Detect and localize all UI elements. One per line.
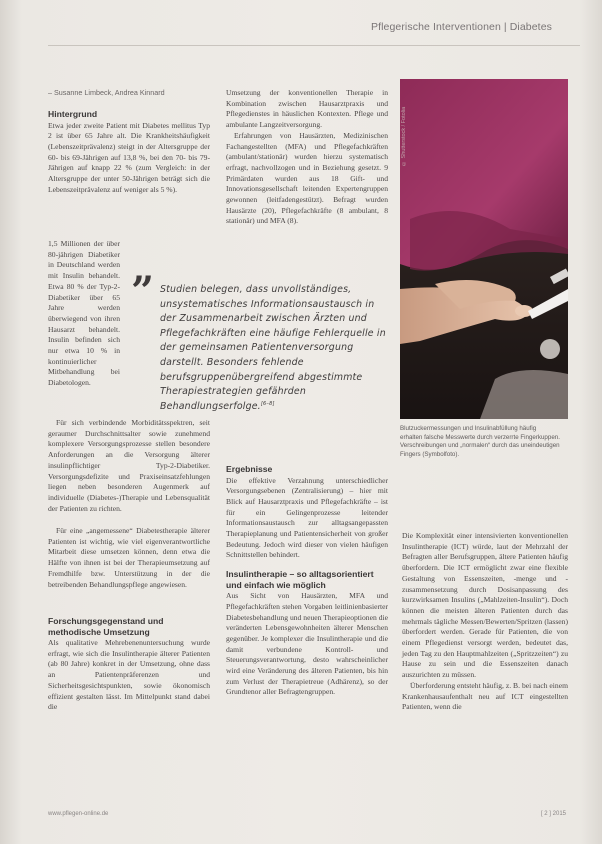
running-head-separator: | xyxy=(503,21,507,33)
column-3 xyxy=(402,531,568,713)
photo-credit: © Shutterstock / Fotolia xyxy=(401,106,407,166)
paragraph: Als qualitative Mehrebenenuntersuchung wurde erfragt, wie sich die Insulintherapie älterer Patienten (ab 80 Jahre) konkret in der Umsetzung, ohne dass an Patientenpräferenzen und Sicherheitsgesichtspunkten, sowie ökonomisch effizient gestalten lässt. Im Mittelpunkt stand dabei die xyxy=(48,638,210,712)
running-head-section: Pflegerische Interventionen xyxy=(370,21,501,33)
column-1-lower xyxy=(48,418,210,758)
article-photo xyxy=(400,79,568,419)
paragraph: Erfahrungen von Hausärzten, Medizinischen Fachangestellten (MFA) und Pflegefachkräften (ambulant/stationär) wurden hierzu systematisch erfragt, nachvollzogen und in Beziehung gesetzt. 9 Primärdaten wurden aus 18 Gift- und Innovationsgesellschaft leitenden Expertengruppen gewonnen (leitfadengestützt). Befragt wurden Hausärzte (20), Pflegefachkräfte (8 ambulant, 8 stationär) und MFA (8). xyxy=(226,130,388,226)
paragraph: Überforderung entsteht häufig, z. B. bei nach einem Krankenhausaufenthalt neu auf ICT eingestellten Patienten, wenn die xyxy=(402,680,568,712)
photo-caption: Blutzuckermessungen und Insulinabfüllung häufig erhalten falsche Messwerte durch verzerrte Fingerkuppen. Verschreibungen und „normalen“ durch das uneindeutigen Fingers (Symbolfoto). xyxy=(400,425,560,458)
quote-mark-icon: ” xyxy=(131,268,155,315)
column-2-lower xyxy=(226,460,388,698)
paragraph: 1,5 Millionen der über 80-jährigen Diabetiker in Deutschland werden mit Insulin behandelt. Etwa 80 % der Typ-2-Diabetiker über 65 Jahre werden überwiegend von ihren Hausarzt behandelt. Insulin befinden sich nur etwa 10 % in kontinuierlicher Mitbehandlung bei Diabetologen. xyxy=(48,239,120,388)
footer-url: www.pflegen-online.de xyxy=(48,811,109,817)
running-head xyxy=(371,21,552,33)
paragraph: Aus Sicht von Hausärzten, MFA und Pflegefachkräften stehen Vorgaben leitlinienbasierter Diabetesbehandlung und neuen Therapieoptionen die veränderten Lebensgewohnheiten älterer Menschen gegenüber. Je komplexer die Insulintherapie und die damit verbundene Kontroll- und Steuerungsverantwortung, desto wahrscheinlicher wird eine Veränderung des älteren Patienten, bis hin zum Verlust der Therapietreue (Adhärenz), so der Grundtenor aller Befragtengruppen. xyxy=(226,591,388,697)
photo-illustration xyxy=(400,79,568,419)
pull-quote xyxy=(160,283,392,414)
header-rule xyxy=(48,45,580,46)
paragraph: Für sich verbindende Morbiditätsspektren, seit geraumer Durchschnittsalter sowie zunehmend komplexere Versorgungsprozesse stellen besondere Anforderungen an die Versorgung älterer insulinpflichtiger Typ-2-Diabetiker. Versorgungsdefizite und Praxiseinsatzfehlungen liegen neben besonderen Augenmerk auf individuelle (Diabetes-)Therapie und Lebensqualität der Patienten zu richten. xyxy=(48,418,210,513)
paragraph: Die Komplexität einer intensivierten konventionellen Insulintherapie (ICT) würde, laut der Mehrzahl der Befragten aller Berufsgruppen, ältere Patienten häufig überfordern. Die ICT ermöglicht zwar eine flexible Gestaltung von Essenszeiten, -menge und -zusammensetzung durch Dosisanpassung des kurzwirksamen Insulins („Mahlzeiten-Insulin“). Doch können die meisten älteren Patienten durch das mehrmals tägliche Messen/Bewerten/Spritzen (lassen) überfordert werden. Gerade für Patienten, die von einem Pflegedienst versorgt werden, bedeutet das, jeden Tag zu den Hauptmahlzeiten („Spritzzeiten“) zu Hause zu sein und die Essenszeiten danach auszurichten zu müssen. xyxy=(402,531,568,680)
column-1 xyxy=(48,105,210,195)
heading-hintergrund: Hintergrund xyxy=(48,109,98,119)
paragraph: Etwa jeder zweite Patient mit Diabetes mellitus Typ 2 ist über 65 Jahre alt. Die Krankheitshäufigkeit (Lebenszeitprävalenz) steigt in der Altersgruppe der 60- bis 69-Jährigen auf 13,8 %, bei den 70- bis 79-Jährigen auf knapp 22 % (zum Vergleich: in der Altersgruppe der unter 50-Jährigen beträgt sich die Lebenszeitprävalenz auf weniger als 5 %). xyxy=(48,120,210,194)
column-2 xyxy=(226,88,388,227)
article-authors: – Susanne Limbeck, Andrea Kinnard xyxy=(48,88,165,97)
heading-insulintherapie: Insulintherapie – so alltagsorientiert und einfach wie möglich xyxy=(226,569,374,590)
paragraph: Die effektive Verzahnung unterschiedlicher Versorgungsebenen (Zentralisierung) – hier mit Blick auf Hausarztpraxis und Pflegefachkräfte – ist für ein Gelingenprozesse leitender Informationsaustausch zur alltagsangepassten Therapieplanung und Patientensicherheit von großer Bedeutung. Jedoch wird dieser von vielen häufigen Schnittstellen behindert. xyxy=(226,475,388,560)
column-1-wrap xyxy=(48,239,120,419)
paragraph: Umsetzung der konventionellen Therapie in Kombination zwischen Hausarztpraxis und Pflegedienstes in häuslichen Kontexten. Pflege und ambulante Langzeitversorgung. xyxy=(226,88,388,130)
footer-issue: [ 2 ] 2015 xyxy=(540,811,566,817)
pull-quote-text: Studien belegen, dass unvollständiges, unsystematisches Informationsaustausch in der Zusammenarbeit zwischen Ärzten und Pflegefachkräften eine häufige Fehlerquelle in der gemeinsamen Patientenversorgung darstellt. Besonders fehlende berufsgruppenübergreifend abgestimmte Therapiestrategien gefährden Behandlungserfolge. xyxy=(160,284,386,412)
heading-ergebnisse: Ergebnisse xyxy=(226,464,273,474)
paragraph: Für eine „angemessene“ Diabetestherapie älterer Patienten ist wichtig, wie viel eigenverantwortliche Mitarbeit diese umsetzen können, denn etwa die Hälfte von ihnen ist bei der Therapieumsetzung auf Fremdhilfe bzw. Unterstützung in der die betreibenden Behandlungspflege angewiesen. xyxy=(48,526,210,589)
running-head-topic: Diabetes xyxy=(509,21,552,33)
pull-quote-reference: [6–8] xyxy=(260,400,275,407)
heading-forschungsgegenstand: Forschungsgegenstand und methodische Umsetzung xyxy=(48,616,164,637)
